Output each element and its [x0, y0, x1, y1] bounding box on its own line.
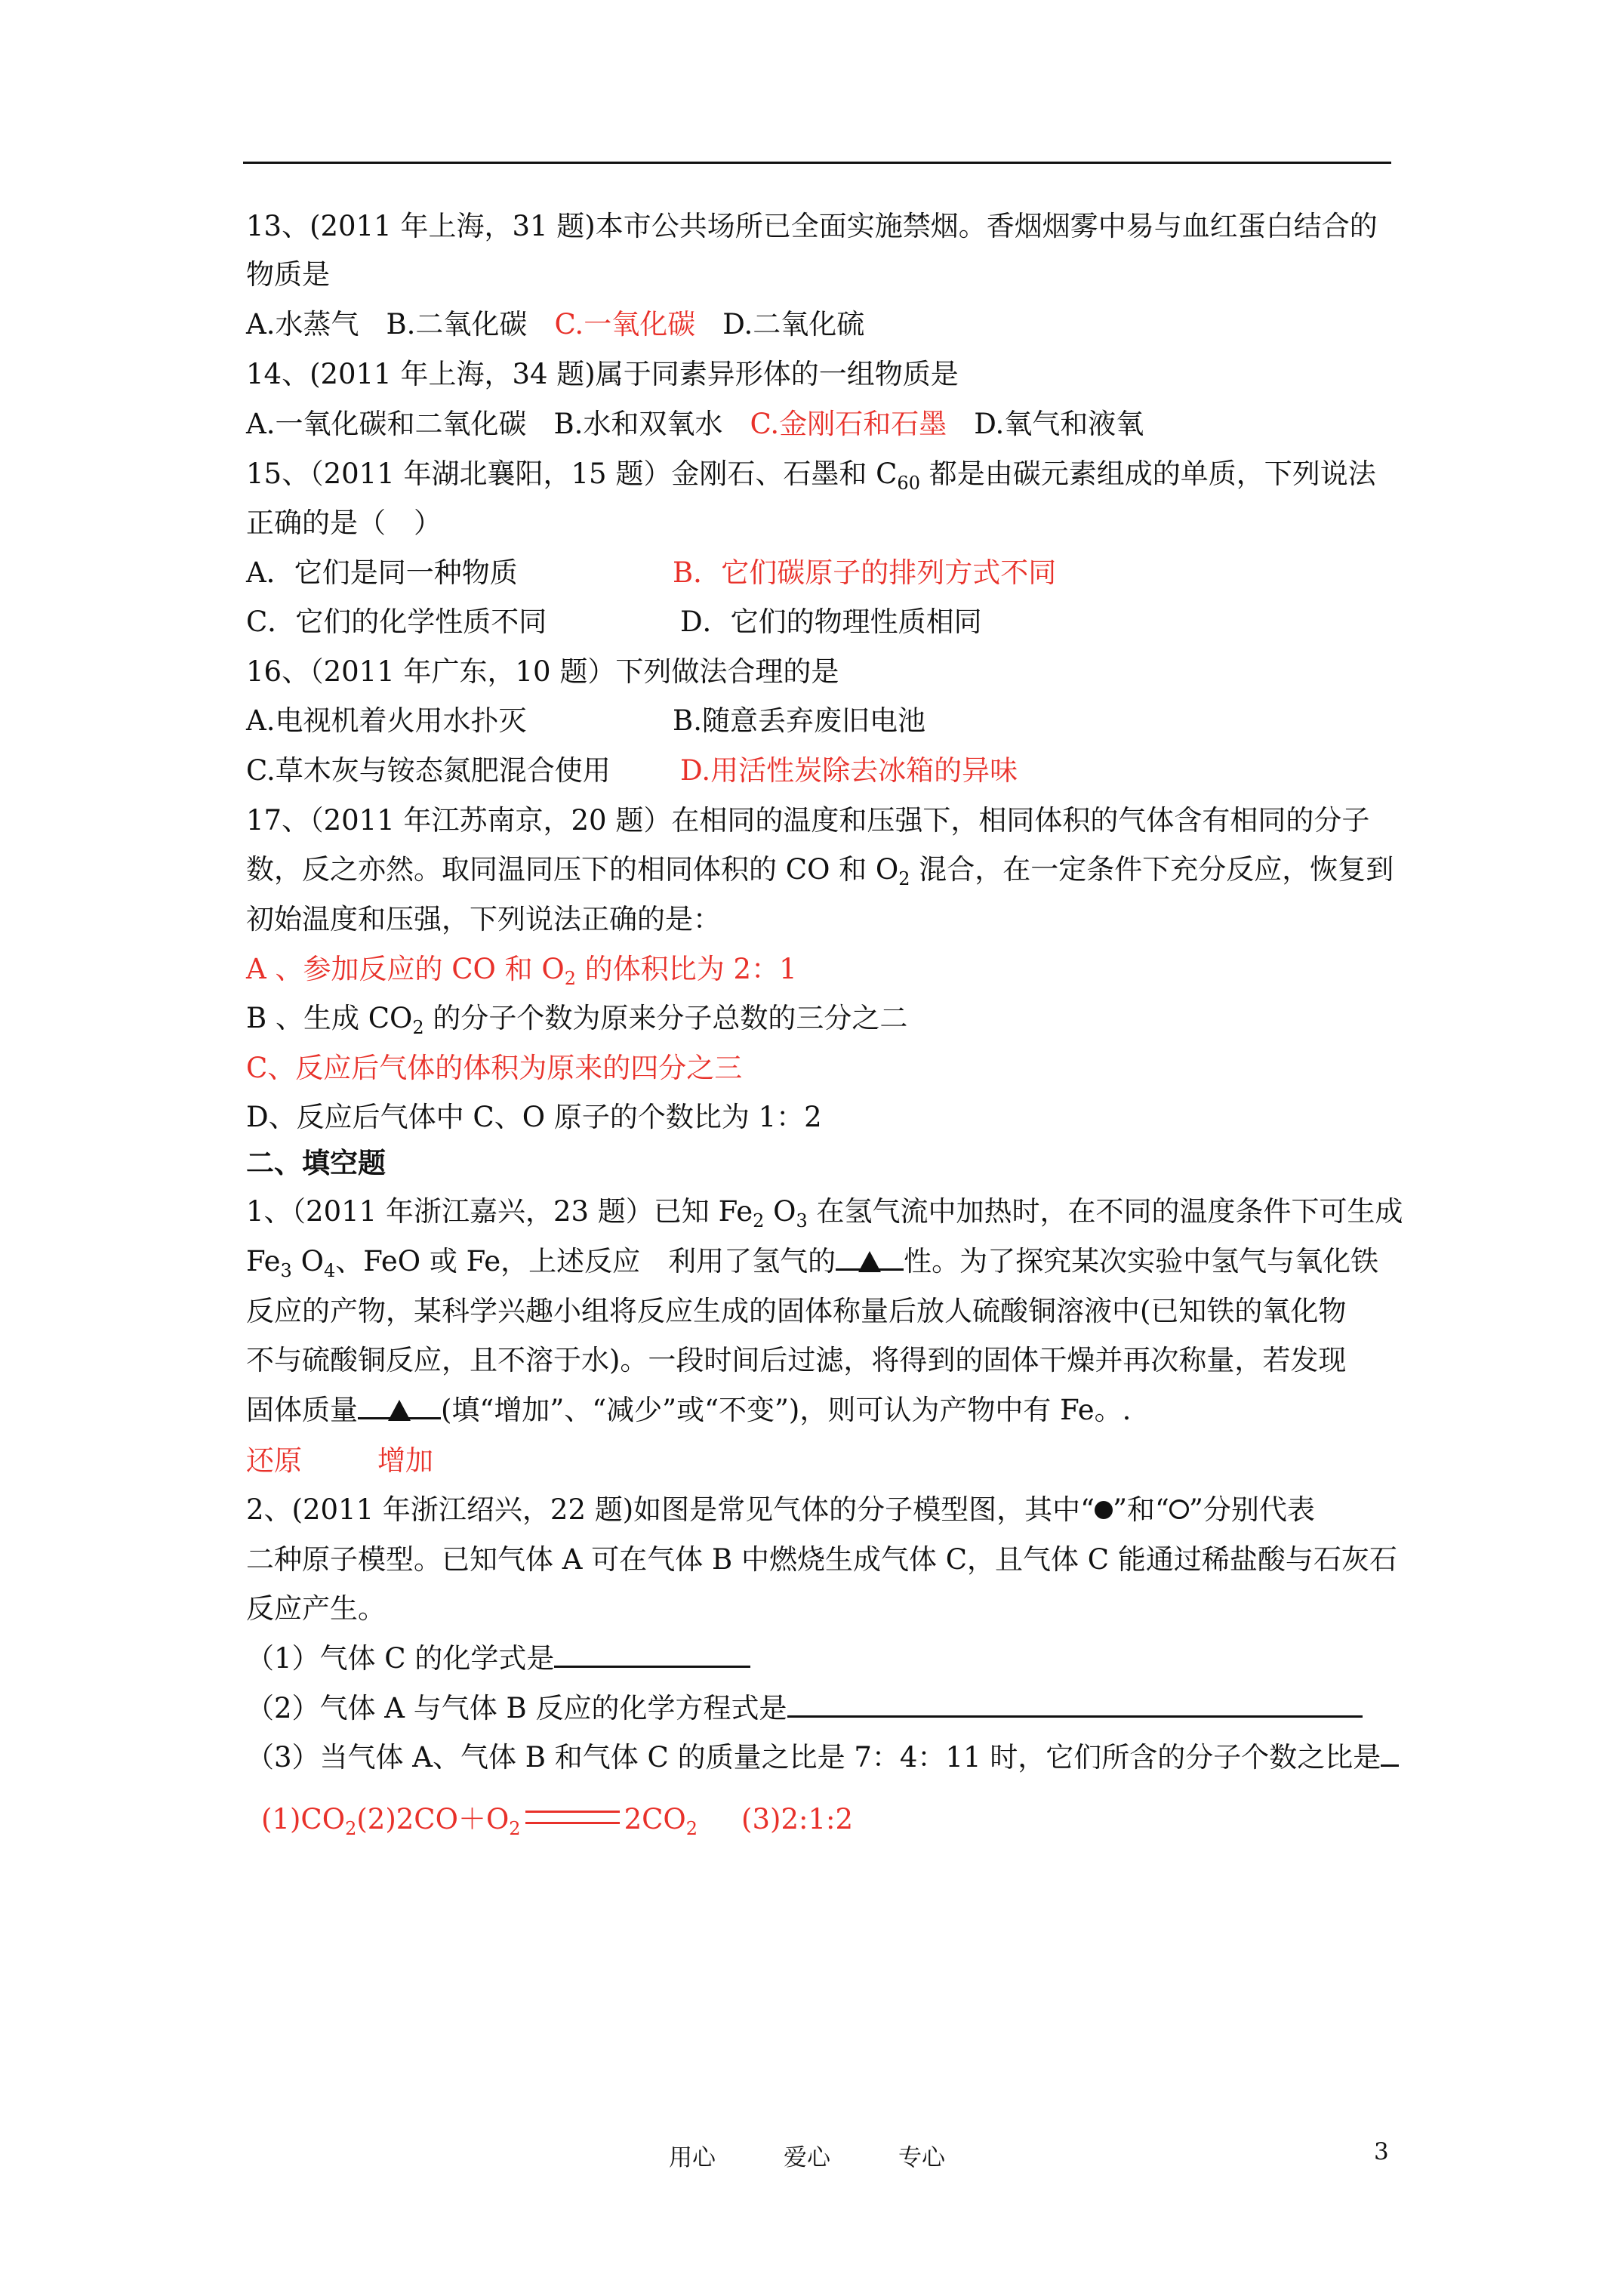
section-heading-fill-in: 二、填空题 [246, 1146, 386, 1179]
page-number: 3 [1374, 2138, 1389, 2165]
q17-option-a-answer [246, 951, 797, 988]
footer-text-1: 用心 [669, 2144, 716, 2171]
triangle-icon [388, 1400, 411, 1421]
f2-line1 [246, 1491, 1315, 1529]
f1-answer-2: 增加 [377, 1444, 433, 1477]
q14-option-c-answer: C.金刚石和石墨 [750, 408, 947, 440]
q15-option-a: A．它们是同一种物质 [246, 556, 518, 589]
q17-option-c-answer: C、反应后气体的体积为原来的四分之三 [246, 1052, 743, 1084]
q17-stem-text: 数，反之亦然。取同温同压下的相同体积的 CO 和 O [246, 853, 899, 886]
q17-option-a-subscript: 2 [564, 968, 577, 989]
q17-option-a-text: A 、参加反应的 CO 和 O [246, 953, 565, 985]
q17-stem-line1: 17、（2011 年江苏南京，20 题）在相同的温度和压强下，相同体积的气体含有相同的分子 [246, 804, 1370, 837]
f2-answers [261, 1801, 853, 1838]
f2-answer-2: (2)2CO＋O [356, 1803, 510, 1835]
q16-options-row1 [246, 702, 925, 740]
q15-stem-text: 15、（2011 年湖北襄阳，15 题）金刚石、石墨和 C [246, 458, 898, 490]
f2-sub1-text: （1）气体 C 的化学式是 [246, 1642, 555, 1675]
f1-subscript: 4 [323, 1260, 336, 1281]
q13-option-b: B.二氧化碳 [386, 308, 528, 341]
f1-line1 [246, 1193, 1403, 1231]
triangle-icon [858, 1251, 881, 1272]
f2-text: ”和“ [1113, 1493, 1169, 1526]
f1-text: (填“增加”、“减少”或“不变”)，则可认为产物中有 Fe。. [441, 1394, 1132, 1426]
q16-option-c: C.草木灰与铵态氮肥混合使用 [246, 754, 611, 787]
q17-stem-line3: 初始温度和压强，下列说法正确的是： [246, 903, 721, 935]
q16-stem: 16、（2011 年广东，10 题）下列做法合理的是 [246, 655, 839, 688]
f2-blank-1 [554, 1640, 750, 1668]
q13-option-c-answer: C.一氧化碳 [554, 308, 696, 341]
q17-option-b-text: B 、生成 CO [246, 1002, 413, 1034]
f2-blank-3 [1381, 1739, 1399, 1767]
f1-line3: 反应的产物，某科学兴趣小组将反应生成的固体称量后放人硫酸铜溶液中(已知铁的氧化物 [246, 1295, 1347, 1327]
f2-answer-3: (3)2:1:2 [741, 1803, 853, 1835]
f1-text: 性。为了探究某次实验中氢气与氧化铁 [904, 1245, 1379, 1277]
q17-option-b-subscript: 2 [412, 1017, 424, 1038]
q14-options [246, 405, 1144, 443]
f2-answer-product: 2CO [624, 1803, 686, 1835]
footer-motto [669, 2138, 945, 2172]
f1-text: 1、（2011 年浙江嘉兴，23 题）已知 Fe [246, 1195, 753, 1228]
f2-sub3-text: （3）当气体 A、气体 B 和气体 C 的质量之比是 7：4：11 时，它们所含的分子个数之比是 [246, 1741, 1381, 1774]
q17-stem-text-cont: 混合，在一定条件下充分反应，恢复到 [910, 853, 1394, 886]
f1-line5 [246, 1391, 1131, 1429]
f1-subscript: 3 [280, 1260, 292, 1281]
f1-text: 、FeO 或 Fe，上述反应 利用了氢气的 [335, 1245, 836, 1277]
f2-line2: 二种原子模型。已知气体 A 可在气体 B 中燃烧生成气体 C，且气体 C 能通过稀盐酸与石灰石 [246, 1543, 1397, 1576]
q17-option-b-text-cont: 的分子个数为原来分子总数的三分之二 [423, 1002, 908, 1034]
f1-text: 固体质量 [246, 1394, 358, 1426]
footer-text-3: 专心 [898, 2144, 945, 2171]
q16-options-row2 [246, 752, 1018, 790]
f2-text: 2、(2011 年浙江绍兴，22 题)如图是常见气体的分子模型图，其中“ [246, 1493, 1095, 1526]
q15-stem-text-cont: 都是由碳元素组成的单质，下列说法 [919, 458, 1376, 490]
f2-line3: 反应产生。 [246, 1592, 386, 1625]
f1-text: 在氢气流中加热时，在不同的温度条件下可生成 [807, 1195, 1403, 1228]
q13-option-a: A.水蒸气 [246, 308, 359, 341]
hollow-atom-icon [1169, 1499, 1189, 1519]
q13-options [246, 306, 864, 344]
f1-blank-1 [836, 1243, 904, 1271]
filled-atom-icon [1095, 1501, 1113, 1519]
q14-stem: 14、(2011 年上海，34 题)属于同素异形体的一组物质是 [246, 358, 959, 390]
q16-option-b: B.随意丢弃废旧电池 [673, 704, 925, 737]
q13-option-d: D.二氧化硫 [722, 308, 865, 341]
q14-option-b: B.水和双氧水 [553, 408, 723, 440]
q15-subscript: 60 [897, 473, 920, 494]
f2-sub2 [246, 1690, 1363, 1727]
header-rule [243, 162, 1391, 164]
f2-text: ”分别代表 [1188, 1493, 1315, 1526]
q17-subscript: 2 [898, 868, 910, 889]
f1-subscript: 3 [796, 1210, 808, 1231]
f1-line2 [246, 1243, 1378, 1281]
f1-text: Fe [246, 1245, 281, 1277]
f2-sub1 [246, 1640, 750, 1678]
f2-sub3 [246, 1739, 1399, 1777]
f1-text: O [291, 1245, 324, 1277]
q13-stem-line1: 13、(2011 年上海，31 题)本市公共场所已全面实施禁烟。香烟烟雾中易与血红蛋白结合的 [246, 210, 1378, 242]
q15-options-row1 [246, 554, 1056, 592]
q17-stem-line2 [246, 851, 1394, 889]
f2-answer-product-subscript: 2 [685, 1818, 698, 1839]
q17-option-d: D、反应后气体中 C、O 原子的个数比为 1：2 [246, 1101, 822, 1133]
f2-answer-2-subscript: 2 [509, 1818, 521, 1839]
q15-option-d: D．它们的物理性质相同 [680, 606, 982, 638]
q15-options-row2 [246, 603, 982, 641]
q16-option-a: A.电视机着火用水扑灭 [246, 704, 527, 737]
f1-text: O [764, 1195, 796, 1228]
q14-option-a: A.一氧化碳和二氧化碳 [246, 408, 527, 440]
f2-blank-2 [787, 1690, 1363, 1718]
q15-option-c: C．它们的化学性质不同 [246, 606, 547, 638]
q17-option-a-text-cont: 的体积比为 2：1 [576, 953, 797, 985]
q15-stem-line1 [246, 455, 1376, 493]
f1-answers [246, 1442, 433, 1480]
reaction-equals-icon [525, 1811, 620, 1824]
q14-option-d: D.氧气和液氧 [974, 408, 1144, 440]
q13-stem-line2: 物质是 [246, 258, 330, 291]
q15-stem-line2: 正确的是（ ） [246, 507, 442, 539]
f2-answer-1-subscript: 2 [345, 1818, 357, 1839]
footer-text-2: 爱心 [784, 2144, 830, 2171]
f2-answer-1: (1)CO [261, 1803, 346, 1835]
q17-option-b [246, 1000, 907, 1037]
q15-option-b-answer: B．它们碳原子的排列方式不同 [673, 556, 1057, 589]
f1-subscript: 2 [753, 1210, 765, 1231]
f1-answer-1: 还原 [246, 1444, 302, 1477]
f1-line4: 不与硫酸铜反应，且不溶于水)。一段时间后过滤，将得到的固体干燥并再次称量，若发现 [246, 1344, 1347, 1376]
f2-sub2-text: （2）气体 A 与气体 B 反应的化学方程式是 [246, 1692, 787, 1724]
f1-blank-2 [358, 1391, 441, 1419]
q16-option-d-answer: D.用活性炭除去冰箱的异味 [680, 754, 1018, 787]
